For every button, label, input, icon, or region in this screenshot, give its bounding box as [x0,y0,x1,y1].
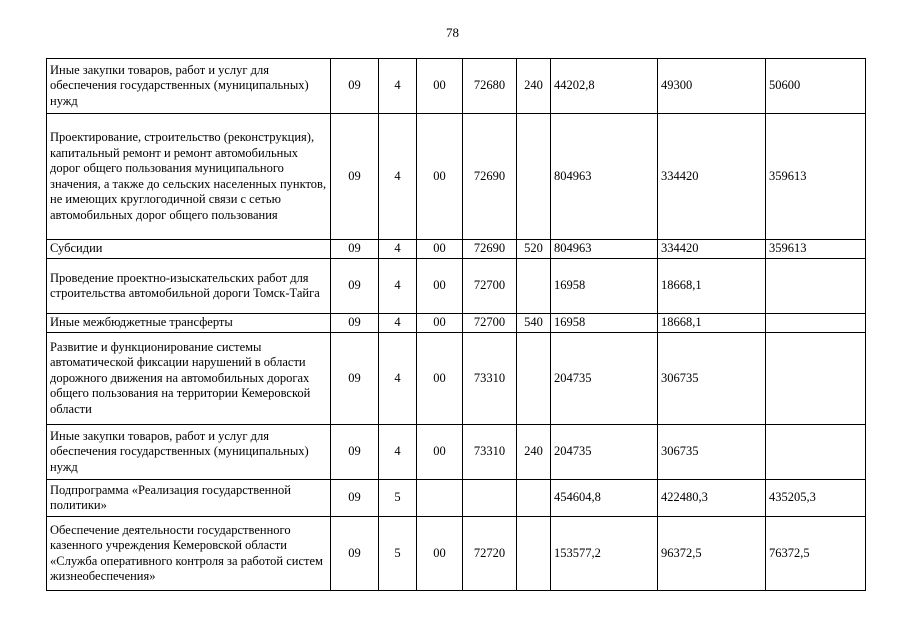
row-target-code: 72720 [463,517,517,591]
row-name: Проектирование, строительство (реконструкция), капитальный ремонт и ремонт автомобильных дорог общего пользования муниципального значения, а также до сельских населенных пунктов, не имеющих круглогодичной связи с сетью автомобильных дорог общего пользования [47,114,331,240]
row-amount-year2: 18668,1 [658,314,766,333]
row-expense-type [517,114,551,240]
table-row [47,425,866,480]
table-row [47,480,866,517]
row-amount-year3 [766,333,866,425]
row-sub-code: 00 [417,425,463,480]
row-amount-year3: 359613 [766,114,866,240]
row-subsection: 4 [379,333,417,425]
row-expense-type: 520 [517,240,551,259]
row-sub-code: 00 [417,259,463,314]
row-amount-year3: 359613 [766,240,866,259]
row-name: Подпрограмма «Реализация государственной политики» [47,480,331,517]
row-subsection: 4 [379,114,417,240]
row-sub-code: 00 [417,114,463,240]
row-amount-year3: 435205,3 [766,480,866,517]
row-amount-year1: 804963 [551,114,658,240]
row-amount-year2: 306735 [658,425,766,480]
row-amount-year1: 153577,2 [551,517,658,591]
row-name: Проведение проектно-изыскательских работ для строительства автомобильной дороги Томск-Тайга [47,259,331,314]
table-row [47,240,866,259]
row-target-code: 73310 [463,333,517,425]
row-target-code: 72690 [463,114,517,240]
row-sub-code: 00 [417,59,463,114]
row-amount-year2: 334420 [658,114,766,240]
row-amount-year2: 306735 [658,333,766,425]
row-expense-type [517,517,551,591]
row-target-code: 72700 [463,259,517,314]
table-row [47,517,866,591]
row-amount-year3 [766,259,866,314]
row-expense-type: 240 [517,425,551,480]
row-expense-type: 240 [517,59,551,114]
row-section: 09 [331,314,379,333]
row-name: Иные закупки товаров, работ и услуг для обеспечения государственных (муниципальных) нужд [47,425,331,480]
row-name: Развитие и функционирование системы автоматической фиксации нарушений в области дорожного движения на автомобильных дорогах общего пользования на территории Кемеровской области [47,333,331,425]
row-amount-year1: 204735 [551,333,658,425]
row-section: 09 [331,517,379,591]
row-target-code: 72700 [463,314,517,333]
row-amount-year3: 50600 [766,59,866,114]
table-row [47,314,866,333]
row-subsection: 4 [379,314,417,333]
row-sub-code [417,480,463,517]
row-section: 09 [331,240,379,259]
row-sub-code: 00 [417,333,463,425]
page-number: 78 [446,25,459,40]
row-amount-year3 [766,314,866,333]
row-sub-code: 00 [417,240,463,259]
row-expense-type [517,259,551,314]
row-amount-year1: 204735 [551,425,658,480]
row-subsection: 5 [379,480,417,517]
row-subsection: 4 [379,59,417,114]
row-section: 09 [331,480,379,517]
row-amount-year2: 49300 [658,59,766,114]
row-expense-type: 540 [517,314,551,333]
row-target-code [463,480,517,517]
table-row [47,333,866,425]
row-amount-year2: 334420 [658,240,766,259]
row-amount-year3 [766,425,866,480]
row-name: Иные закупки товаров, работ и услуг для обеспечения государственных (муниципальных) нужд [47,59,331,114]
row-subsection: 4 [379,425,417,480]
row-section: 09 [331,114,379,240]
row-name: Иные межбюджетные трансферты [47,314,331,333]
row-sub-code: 00 [417,314,463,333]
row-name: Субсидии [47,240,331,259]
budget-table [46,58,866,591]
row-expense-type [517,480,551,517]
row-amount-year1: 16958 [551,314,658,333]
table-row [47,59,866,114]
row-section: 09 [331,333,379,425]
row-target-code: 72680 [463,59,517,114]
row-amount-year1: 44202,8 [551,59,658,114]
row-amount-year3: 76372,5 [766,517,866,591]
row-target-code: 72690 [463,240,517,259]
row-expense-type [517,333,551,425]
row-sub-code: 00 [417,517,463,591]
row-amount-year1: 16958 [551,259,658,314]
row-amount-year1: 804963 [551,240,658,259]
row-amount-year2: 422480,3 [658,480,766,517]
row-subsection: 5 [379,517,417,591]
table-row [47,259,866,314]
row-section: 09 [331,59,379,114]
row-amount-year1: 454604,8 [551,480,658,517]
row-section: 09 [331,425,379,480]
row-amount-year2: 18668,1 [658,259,766,314]
row-name: Обеспечение деятельности государственного казенного учреждения Кемеровской области «Служба оперативного контроля за работой систем жизнеобеспечения» [47,517,331,591]
table-row [47,114,866,240]
row-amount-year2: 96372,5 [658,517,766,591]
row-section: 09 [331,259,379,314]
row-target-code: 73310 [463,425,517,480]
row-subsection: 4 [379,259,417,314]
row-subsection: 4 [379,240,417,259]
